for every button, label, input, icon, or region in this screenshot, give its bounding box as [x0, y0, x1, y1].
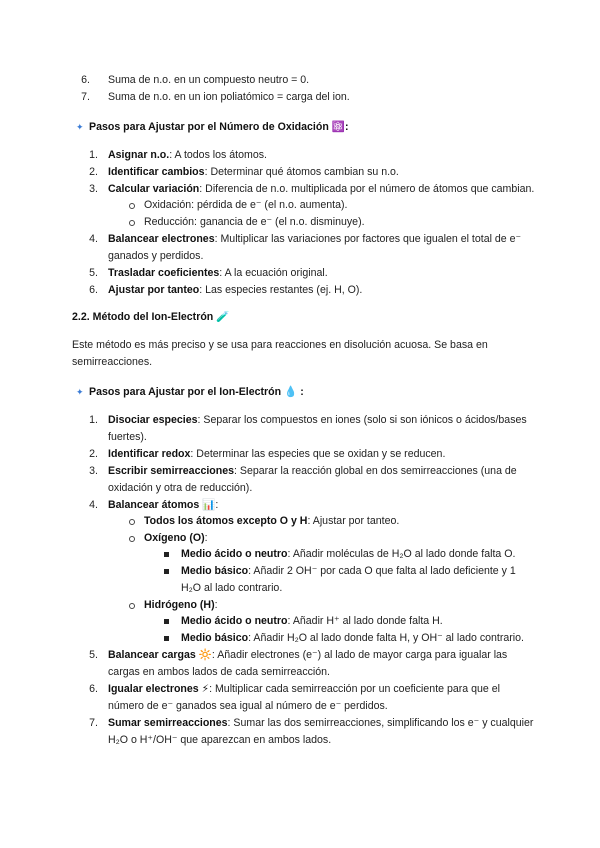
step-number: 6.: [89, 284, 98, 296]
diamond-bullet-icon: ✦: [76, 387, 84, 397]
step-text: [108, 681, 500, 698]
section-heading: [89, 119, 349, 136]
sub-sub-step-text: [181, 613, 443, 630]
step-text-continued: número de e⁻ ganados sea igual al número de e⁻ perdidos.: [108, 700, 388, 712]
sub-step-label: Oxígeno (O): [144, 532, 205, 544]
sub-step-desc: :: [214, 599, 218, 611]
step-number: 5.: [89, 649, 98, 661]
step-number: 3.: [89, 465, 98, 477]
sub-step-desc: :: [204, 532, 208, 544]
atom-icon: ⚛️: [331, 121, 345, 133]
step-label: Ajustar por tanteo: [108, 284, 200, 296]
step-desc: : Sumar las dos semirreacciones, simplificando los e⁻ y cualquier: [227, 717, 534, 729]
droplet-icon: 💧: [284, 386, 298, 398]
circle-bullet-icon: [129, 519, 135, 525]
step-text: [108, 231, 521, 248]
step-text-continued: oxidación y otra de reducción).: [108, 482, 253, 494]
step-text: [108, 647, 507, 664]
step-text-continued: H₂O o H⁺/OH⁻ que aparezcan en ambos lados.: [108, 734, 332, 746]
step-desc: : A todos los átomos.: [169, 149, 267, 161]
sub-sub-step-text: [181, 546, 515, 563]
step-number: 4.: [89, 233, 98, 245]
step-desc: : Multiplicar cada semirreacción por un coeficiente para que el: [209, 683, 500, 695]
sub-step-text: Oxidación: pérdida de e⁻ (el n.o. aumenta).: [144, 199, 348, 211]
sub-sub-step-label: Medio ácido o neutro: [181, 615, 288, 627]
step-number: 1.: [89, 149, 98, 161]
step-desc: : Las especies restantes (ej. H, O).: [199, 284, 363, 296]
subsection-heading: [72, 309, 229, 326]
step-number: 2.: [89, 448, 98, 460]
step-desc: : Determinar las especies que se oxidan y se reducen.: [190, 448, 446, 460]
heading-colon: :: [344, 121, 349, 133]
step-label: Balancear átomos: [108, 499, 200, 511]
sparkle-icon: 🔆: [198, 649, 212, 661]
step-text: [108, 446, 445, 463]
list-number: 7.: [81, 91, 90, 103]
diamond-bullet-icon: ✦: [76, 122, 84, 132]
step-text: [108, 412, 527, 429]
sub-sub-step-desc: : Añadir H⁺ al lado donde falta H.: [287, 615, 443, 627]
step-number: 5.: [89, 267, 98, 279]
list-item-text: Suma de n.o. en un compuesto neutro = 0.: [108, 74, 310, 86]
square-bullet-icon: [164, 619, 169, 624]
paragraph-line: Este método es más preciso y se usa para reacciones en disolución acuosa. Se basa en: [72, 339, 488, 351]
step-text: [108, 164, 399, 181]
step-text: [108, 497, 218, 514]
step-desc: : Separar la reacción global en dos semirreacciones (una de: [234, 465, 517, 477]
sub-step-label: Hidrógeno (H): [144, 599, 215, 611]
step-number: 3.: [89, 183, 98, 195]
section-heading: [89, 384, 304, 401]
circle-bullet-icon: [129, 536, 135, 542]
step-number: 7.: [89, 717, 98, 729]
step-text: [108, 265, 328, 282]
sub-sub-step-desc: : Añadir moléculas de H₂O al lado donde falta O.: [287, 548, 516, 560]
sub-sub-step-text: [181, 563, 516, 580]
square-bullet-icon: [164, 552, 169, 557]
sub-step-text: [144, 597, 218, 614]
step-label: Sumar semirreacciones: [108, 717, 228, 729]
step-label: Escribir semirreacciones: [108, 465, 235, 477]
step-text: [108, 147, 267, 164]
sub-step-text: [144, 513, 399, 530]
step-label: Calcular variación: [108, 183, 200, 195]
sub-step-text: [144, 530, 208, 547]
sub-step-label: Todos los átomos excepto O y H: [144, 515, 308, 527]
lightning-icon: ⚡: [201, 683, 210, 695]
step-text: [108, 282, 362, 299]
step-text-continued: fuertes).: [108, 431, 147, 443]
heading-colon: :: [300, 386, 304, 398]
step-text: [108, 715, 533, 732]
square-bullet-icon: [164, 569, 169, 574]
heading-text: Pasos para Ajustar por el Número de Oxidación: [89, 121, 329, 133]
test-tube-icon: 🧪: [216, 311, 230, 323]
step-desc: : Separar los compuestos en iones (solo si son iónicos o ácidos/bases: [197, 414, 527, 426]
circle-bullet-icon: [129, 603, 135, 609]
sub-sub-step-text-continued: H₂O al lado contrario.: [181, 582, 283, 594]
step-label: Trasladar coeficientes: [108, 267, 220, 279]
step-desc: : A la ecuación original.: [219, 267, 328, 279]
step-number: 1.: [89, 414, 98, 426]
heading-text: 2.2. Método del Ion-Electrón: [72, 311, 214, 323]
step-label: Balancear cargas: [108, 649, 196, 661]
sub-sub-step-label: Medio básico: [181, 565, 249, 577]
paragraph-line: semirreacciones.: [72, 356, 153, 368]
step-text-continued: ganados y perdidos.: [108, 250, 204, 262]
step-text: [108, 181, 534, 198]
step-desc: : Determinar qué átomos cambian su n.o.: [204, 166, 399, 178]
sub-step-desc: : Ajustar por tanteo.: [307, 515, 400, 527]
step-label: Identificar redox: [108, 448, 191, 460]
step-label: Asignar n.o.: [108, 149, 170, 161]
circle-bullet-icon: [129, 220, 135, 226]
step-label: Balancear electrones: [108, 233, 215, 245]
sub-sub-step-desc: : Añadir 2 OH⁻ por cada O que falta al lado deficiente y 1: [248, 565, 516, 577]
sub-step-text: Reducción: ganancia de e⁻ (el n.o. disminuye).: [144, 216, 365, 228]
step-label: Disociar especies: [108, 414, 198, 426]
step-label: Identificar cambios: [108, 166, 205, 178]
bar-chart-icon: 📊: [202, 499, 216, 511]
step-text: [108, 463, 517, 480]
sub-sub-step-desc: : Añadir H₂O al lado donde falta H, y OH⁻ al lado contrario.: [248, 632, 524, 644]
step-label: Igualar electrones: [108, 683, 199, 695]
step-desc: :: [215, 499, 219, 511]
sub-sub-step-text: [181, 630, 524, 647]
heading-text: Pasos para Ajustar por el Ion-Electrón: [89, 386, 282, 398]
circle-bullet-icon: [129, 203, 135, 209]
list-number: 6.: [81, 74, 90, 86]
square-bullet-icon: [164, 636, 169, 641]
sub-sub-step-label: Medio ácido o neutro: [181, 548, 288, 560]
sub-sub-step-label: Medio básico: [181, 632, 249, 644]
step-text-continued: cargas en ambos lados de cada semirreacción.: [108, 666, 330, 678]
step-number: 4.: [89, 499, 98, 511]
step-number: 6.: [89, 683, 98, 695]
list-item-text: Suma de n.o. en un ion poliatómico = carga del ion.: [108, 91, 350, 103]
step-number: 2.: [89, 166, 98, 178]
step-desc: : Añadir electrones (e⁻) al lado de mayor carga para igualar las: [211, 649, 508, 661]
step-desc: : Diferencia de n.o. multiplicada por el número de átomos que cambian.: [199, 183, 535, 195]
step-desc: : Multiplicar las variaciones por factores que igualen el total de e⁻: [214, 233, 522, 245]
